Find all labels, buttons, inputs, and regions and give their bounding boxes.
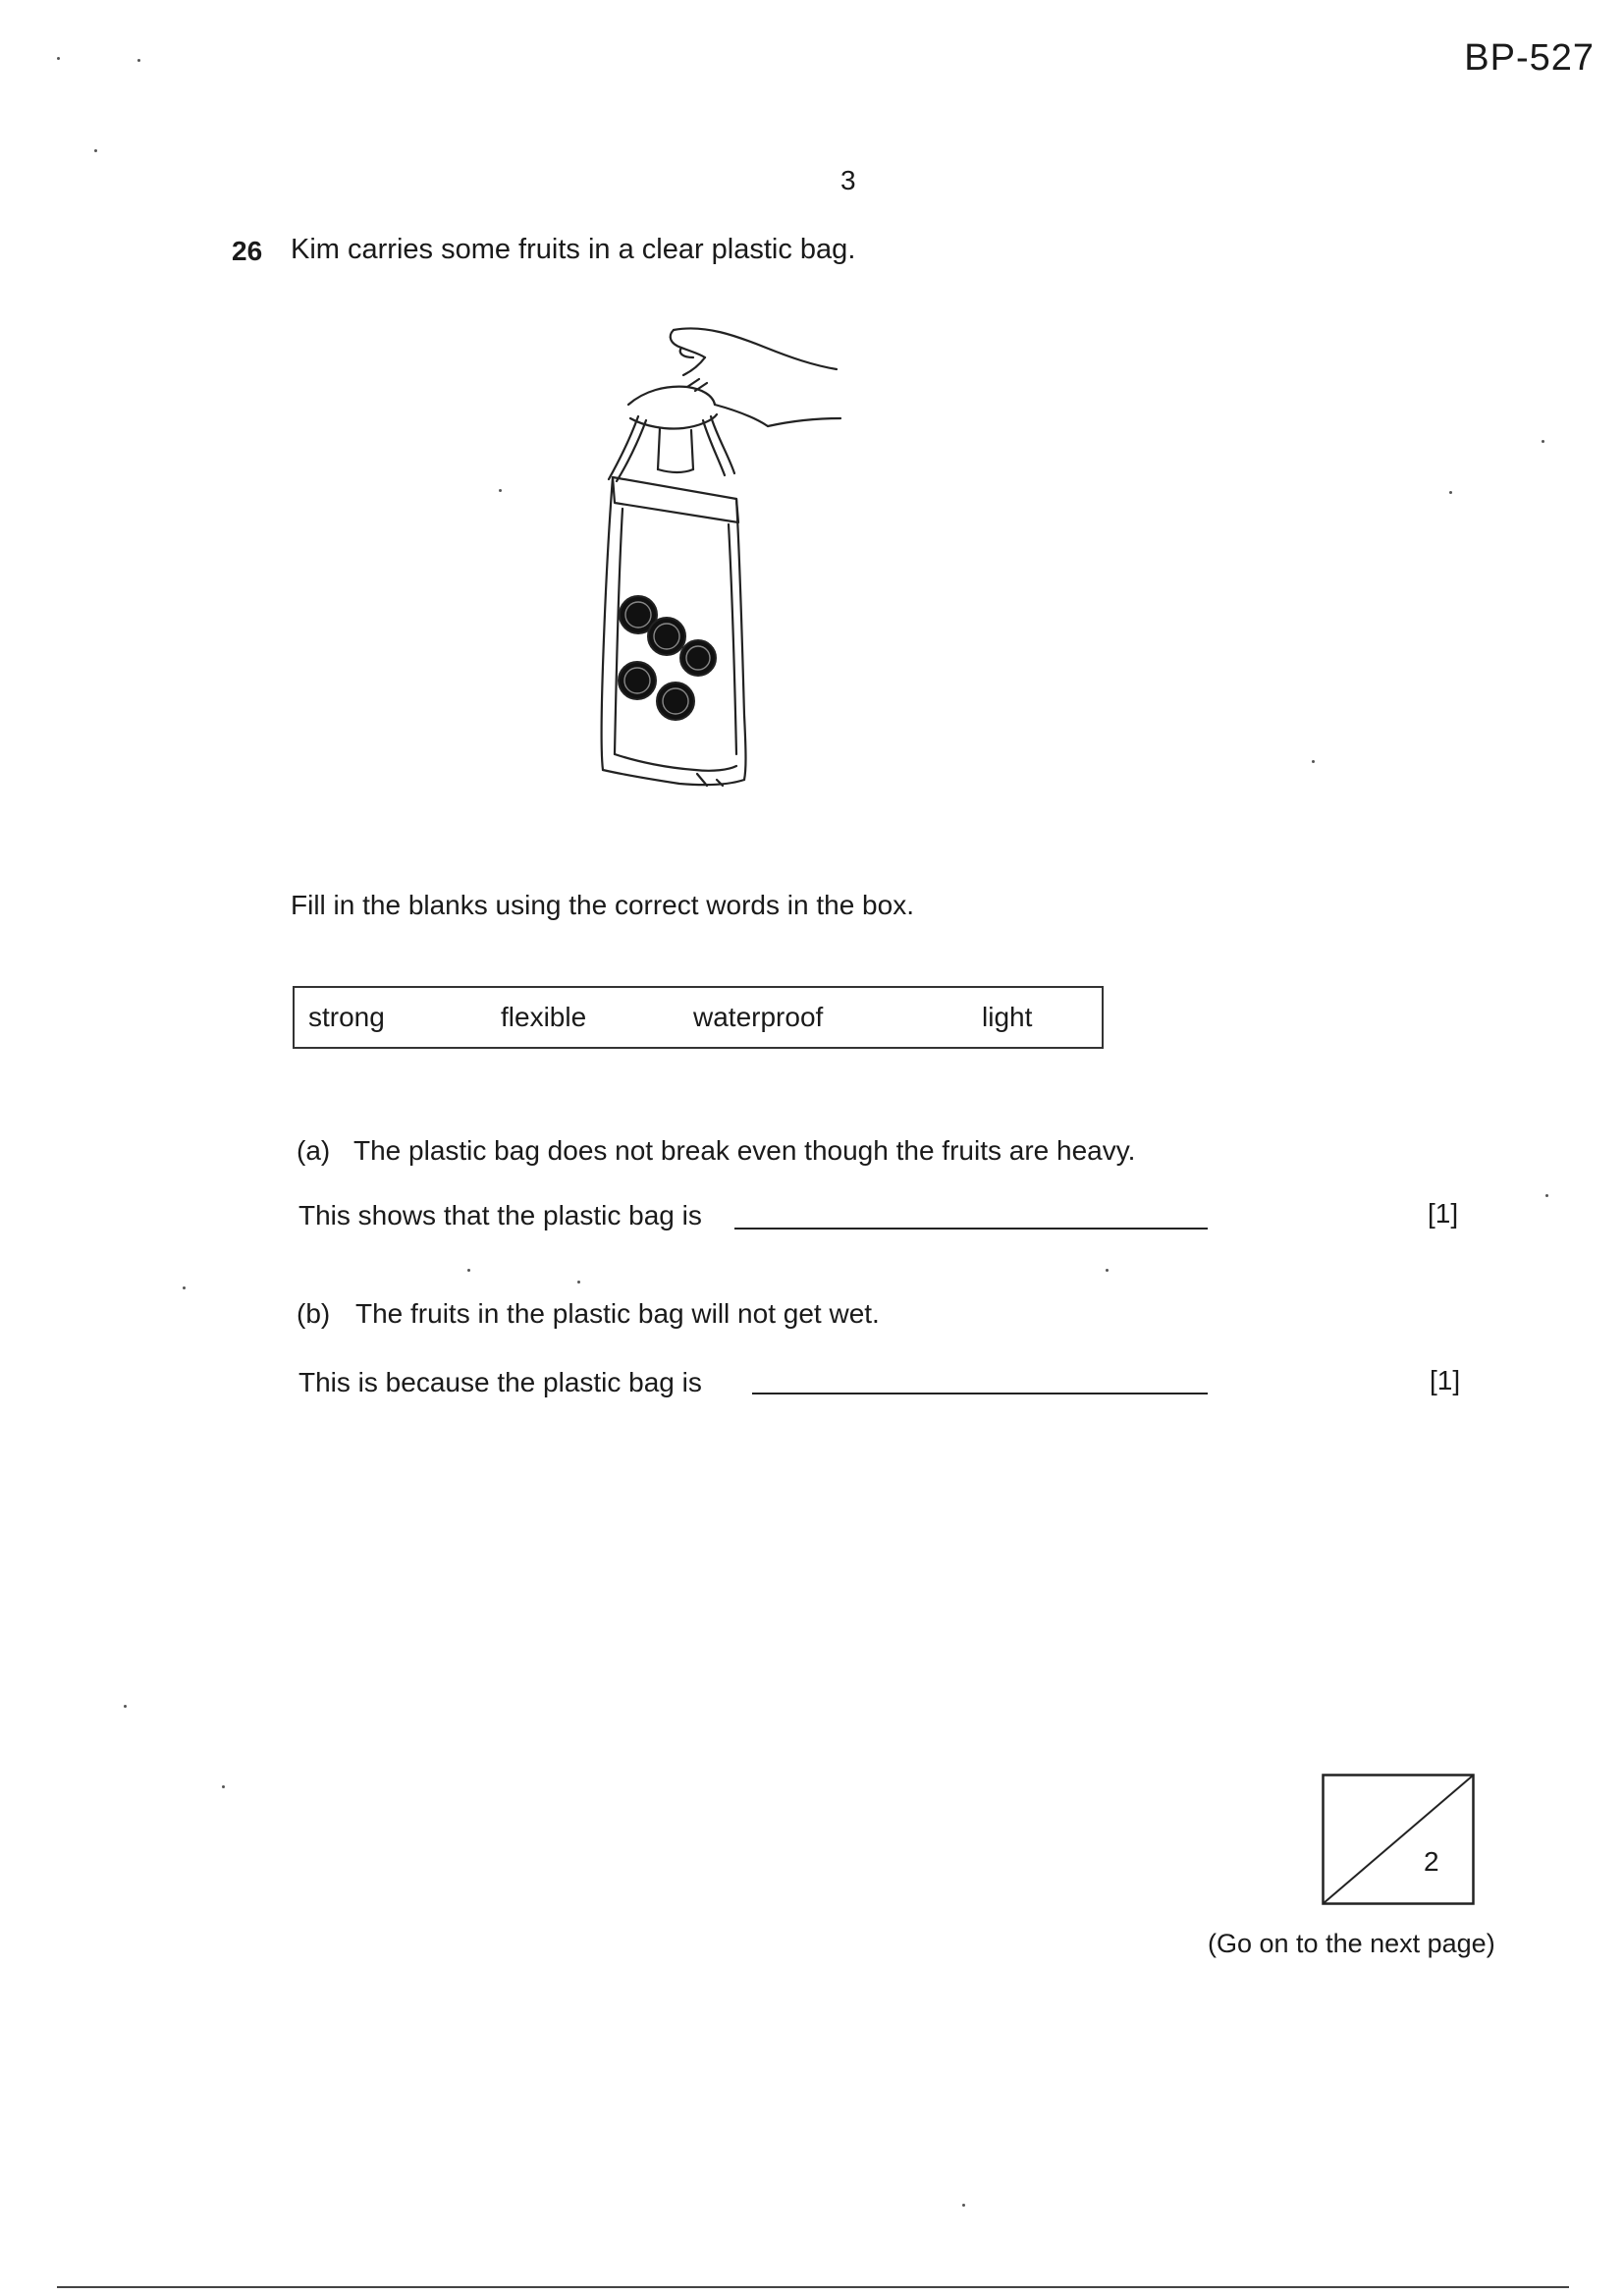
part-b-statement: The fruits in the plastic bag will not get wet.	[355, 1298, 880, 1329]
scan-speck	[183, 1286, 186, 1289]
question-number: 26	[232, 236, 263, 266]
bottom-rule	[57, 2286, 1569, 2288]
word-option: waterproof	[693, 1002, 824, 1032]
word-box	[293, 986, 1104, 1049]
part-b-lead-in: This is because the plastic bag is	[298, 1367, 702, 1397]
page-number: 3	[840, 165, 856, 195]
question-text: Kim carries some fruits in a clear plastic bag.	[291, 234, 856, 265]
part-a-statement: The plastic bag does not break even though the fruits are heavy.	[353, 1135, 1136, 1166]
scan-speck	[577, 1281, 580, 1284]
part-a-answer-blank[interactable]	[734, 1228, 1208, 1230]
scan-speck	[137, 59, 140, 62]
part-b-answer-blank[interactable]	[752, 1393, 1208, 1394]
scan-speck	[124, 1705, 127, 1708]
score-box	[1322, 1774, 1475, 1905]
part-a-marks: [1]	[1428, 1198, 1459, 1229]
scan-speck	[57, 57, 60, 60]
scan-speck	[962, 2204, 965, 2207]
part-b-label: (b)	[297, 1298, 331, 1329]
instruction-text: Fill in the blanks using the correct words in the box.	[291, 890, 914, 920]
word-option: light	[982, 1002, 1033, 1032]
scan-speck	[1542, 440, 1544, 443]
paper-code: BP-527	[1464, 37, 1595, 79]
score-total: 2	[1424, 1846, 1439, 1877]
hand-holding-plastic-bag-with-fruits-icon	[589, 322, 854, 790]
scan-speck	[1106, 1269, 1109, 1272]
scan-speck	[94, 149, 97, 152]
part-b-marks: [1]	[1430, 1365, 1461, 1395]
part-a-label: (a)	[297, 1135, 331, 1166]
word-option: flexible	[501, 1002, 587, 1032]
scan-speck	[222, 1785, 225, 1788]
part-a-lead-in: This shows that the plastic bag is	[298, 1200, 702, 1230]
scan-speck	[467, 1269, 470, 1272]
scan-speck	[1545, 1194, 1548, 1197]
scan-speck	[499, 489, 502, 492]
word-option: strong	[308, 1002, 385, 1032]
scan-speck	[1312, 760, 1315, 763]
footer-note: (Go on to the next page)	[1208, 1929, 1495, 1958]
scan-speck	[1449, 491, 1452, 494]
